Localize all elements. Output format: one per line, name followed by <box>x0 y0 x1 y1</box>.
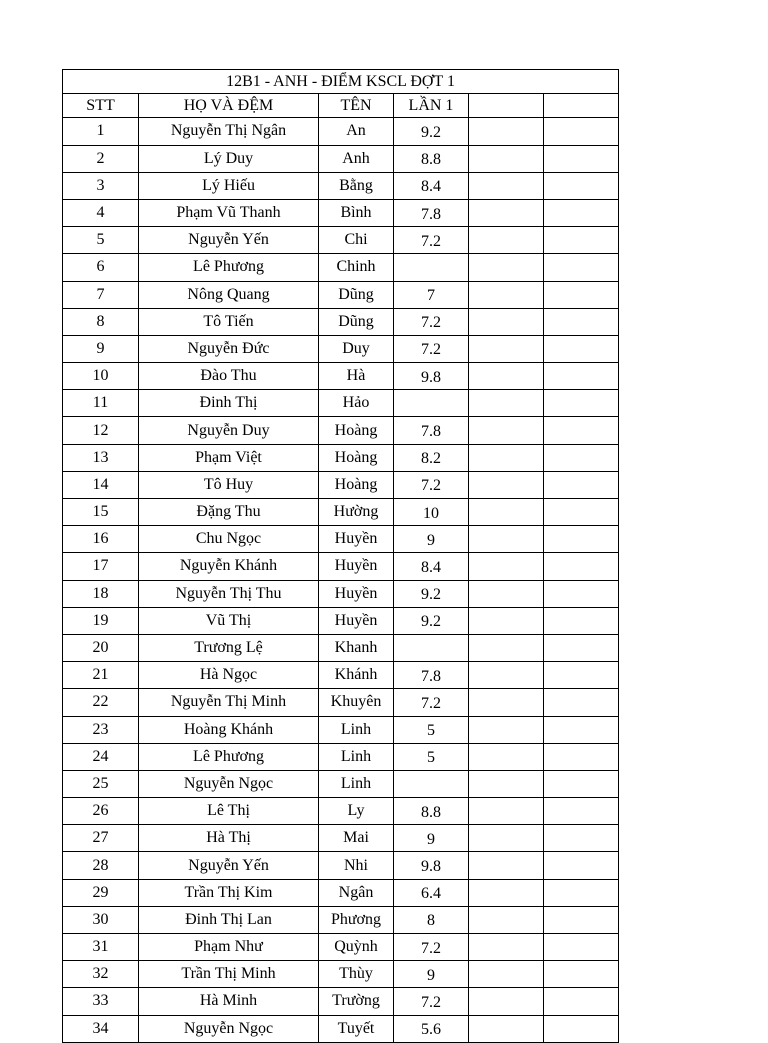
empty-cell <box>544 961 619 988</box>
table-row <box>63 879 619 906</box>
cell-stt: 18 <box>63 580 139 607</box>
cell-stt: 16 <box>63 526 139 553</box>
empty-cell <box>544 471 619 498</box>
cell-ten: An <box>319 118 394 145</box>
cell-ten: Chi <box>319 227 394 254</box>
table-row <box>63 825 619 852</box>
cell-ho-va-dem: Phạm Vũ Thanh <box>139 199 319 226</box>
table-row <box>63 526 619 553</box>
cell-lan1: 8.8 <box>394 798 469 825</box>
cell-lan1: 9.8 <box>394 852 469 879</box>
empty-cell <box>544 363 619 390</box>
empty-cell <box>469 553 544 580</box>
cell-stt: 5 <box>63 227 139 254</box>
empty-cell <box>544 988 619 1015</box>
empty-cell <box>544 743 619 770</box>
cell-lan1 <box>394 634 469 661</box>
empty-cell <box>469 471 544 498</box>
empty-cell <box>469 770 544 797</box>
cell-stt: 31 <box>63 934 139 961</box>
table-row <box>63 444 619 471</box>
table-row <box>63 689 619 716</box>
cell-ho-va-dem: Trương Lệ <box>139 634 319 661</box>
cell-stt: 9 <box>63 335 139 362</box>
cell-stt: 28 <box>63 852 139 879</box>
empty-cell <box>544 689 619 716</box>
cell-stt: 10 <box>63 363 139 390</box>
cell-stt: 29 <box>63 879 139 906</box>
cell-stt: 30 <box>63 906 139 933</box>
empty-cell <box>544 607 619 634</box>
empty-cell <box>544 770 619 797</box>
empty-cell <box>544 254 619 281</box>
cell-stt: 17 <box>63 553 139 580</box>
cell-ho-va-dem: Nguyễn Đức <box>139 335 319 362</box>
empty-cell <box>469 743 544 770</box>
empty-cell <box>469 199 544 226</box>
empty-cell <box>544 444 619 471</box>
empty-cell <box>544 390 619 417</box>
empty-cell <box>469 852 544 879</box>
cell-ten: Huyền <box>319 580 394 607</box>
table-row <box>63 607 619 634</box>
table-row <box>63 798 619 825</box>
empty-cell <box>544 716 619 743</box>
table-row <box>63 961 619 988</box>
empty-cell <box>544 906 619 933</box>
cell-stt: 4 <box>63 199 139 226</box>
empty-cell <box>469 906 544 933</box>
cell-lan1: 9.2 <box>394 607 469 634</box>
cell-ho-va-dem: Đặng Thu <box>139 499 319 526</box>
empty-cell <box>469 689 544 716</box>
empty-cell <box>544 662 619 689</box>
empty-cell <box>469 1015 544 1042</box>
table-row <box>63 906 619 933</box>
cell-stt: 24 <box>63 743 139 770</box>
cell-lan1: 6.4 <box>394 879 469 906</box>
cell-ten: Chinh <box>319 254 394 281</box>
cell-ho-va-dem: Trần Thị Minh <box>139 961 319 988</box>
cell-ten: Khánh <box>319 662 394 689</box>
empty-cell <box>544 852 619 879</box>
table-row <box>63 988 619 1015</box>
cell-lan1: 7.2 <box>394 689 469 716</box>
cell-stt: 1 <box>63 118 139 145</box>
cell-ho-va-dem: Nguyễn Duy <box>139 417 319 444</box>
empty-cell <box>544 227 619 254</box>
cell-ten: Tuyết <box>319 1015 394 1042</box>
cell-lan1: 7.8 <box>394 417 469 444</box>
cell-lan1: 8.8 <box>394 145 469 172</box>
cell-stt: 26 <box>63 798 139 825</box>
cell-ho-va-dem: Nông Quang <box>139 281 319 308</box>
cell-lan1: 7.2 <box>394 934 469 961</box>
cell-ho-va-dem: Tô Tiến <box>139 308 319 335</box>
cell-stt: 20 <box>63 634 139 661</box>
table-row <box>63 580 619 607</box>
cell-lan1: 8.4 <box>394 553 469 580</box>
cell-ten: Huyền <box>319 607 394 634</box>
table-row <box>63 471 619 498</box>
cell-stt: 32 <box>63 961 139 988</box>
cell-ho-va-dem: Phạm Như <box>139 934 319 961</box>
empty-cell <box>469 254 544 281</box>
empty-cell <box>544 335 619 362</box>
cell-lan1: 7.8 <box>394 199 469 226</box>
cell-ten: Huyền <box>319 526 394 553</box>
cell-ten: Duy <box>319 335 394 362</box>
cell-ho-va-dem: Tô Huy <box>139 471 319 498</box>
empty-cell <box>544 798 619 825</box>
cell-ho-va-dem: Phạm Việt <box>139 444 319 471</box>
cell-ho-va-dem: Nguyễn Yến <box>139 227 319 254</box>
empty-cell <box>469 172 544 199</box>
empty-cell <box>544 934 619 961</box>
cell-ten: Linh <box>319 743 394 770</box>
table-row <box>63 1015 619 1042</box>
empty-header-cell <box>544 94 619 118</box>
cell-ten: Hảo <box>319 390 394 417</box>
empty-cell <box>469 607 544 634</box>
cell-lan1: 9 <box>394 526 469 553</box>
header-ten: TÊN <box>319 94 394 118</box>
cell-ten: Khuyên <box>319 689 394 716</box>
cell-lan1: 7.2 <box>394 988 469 1015</box>
cell-ho-va-dem: Lê Phương <box>139 254 319 281</box>
cell-ten: Dũng <box>319 308 394 335</box>
cell-lan1: 7.2 <box>394 227 469 254</box>
cell-lan1: 9.2 <box>394 118 469 145</box>
cell-ho-va-dem: Nguyễn Ngọc <box>139 770 319 797</box>
cell-stt: 25 <box>63 770 139 797</box>
cell-lan1: 9.2 <box>394 580 469 607</box>
cell-stt: 14 <box>63 471 139 498</box>
title-row <box>63 70 619 94</box>
table-row <box>63 335 619 362</box>
cell-ten: Mai <box>319 825 394 852</box>
table-row <box>63 308 619 335</box>
cell-ho-va-dem: Nguyễn Thị Thu <box>139 580 319 607</box>
cell-lan1: 7.2 <box>394 308 469 335</box>
cell-ten: Trường <box>319 988 394 1015</box>
cell-ten: Linh <box>319 770 394 797</box>
table-row <box>63 770 619 797</box>
cell-ho-va-dem: Hà Minh <box>139 988 319 1015</box>
cell-lan1: 5 <box>394 743 469 770</box>
cell-stt: 15 <box>63 499 139 526</box>
cell-ten: Nhi <box>319 852 394 879</box>
empty-cell <box>544 1015 619 1042</box>
cell-lan1: 9 <box>394 961 469 988</box>
cell-ho-va-dem: Trần Thị Kim <box>139 879 319 906</box>
cell-ho-va-dem: Hoàng Khánh <box>139 716 319 743</box>
cell-lan1: 7.2 <box>394 335 469 362</box>
cell-stt: 13 <box>63 444 139 471</box>
empty-cell <box>544 634 619 661</box>
cell-stt: 6 <box>63 254 139 281</box>
cell-lan1 <box>394 770 469 797</box>
empty-cell <box>469 934 544 961</box>
table-row <box>63 852 619 879</box>
cell-ho-va-dem: Lê Phương <box>139 743 319 770</box>
cell-lan1: 7.8 <box>394 662 469 689</box>
table-row <box>63 634 619 661</box>
table-row <box>63 227 619 254</box>
cell-stt: 8 <box>63 308 139 335</box>
empty-cell <box>469 227 544 254</box>
cell-ho-va-dem: Nguyễn Yến <box>139 852 319 879</box>
empty-cell <box>469 363 544 390</box>
cell-stt: 3 <box>63 172 139 199</box>
table-row <box>63 281 619 308</box>
cell-stt: 12 <box>63 417 139 444</box>
table-row <box>63 417 619 444</box>
table-row <box>63 743 619 770</box>
cell-stt: 34 <box>63 1015 139 1042</box>
cell-lan1: 5.6 <box>394 1015 469 1042</box>
empty-cell <box>469 308 544 335</box>
empty-cell <box>469 879 544 906</box>
empty-cell <box>469 798 544 825</box>
empty-cell <box>469 662 544 689</box>
cell-ho-va-dem: Đinh Thị <box>139 390 319 417</box>
cell-ho-va-dem: Lý Duy <box>139 145 319 172</box>
cell-ho-va-dem: Lý Hiếu <box>139 172 319 199</box>
empty-cell <box>469 417 544 444</box>
cell-ten: Anh <box>319 145 394 172</box>
cell-ten: Bình <box>319 199 394 226</box>
cell-stt: 19 <box>63 607 139 634</box>
cell-ten: Hoàng <box>319 471 394 498</box>
header-stt: STT <box>63 94 139 118</box>
empty-cell <box>469 281 544 308</box>
table-row <box>63 118 619 145</box>
empty-cell <box>469 390 544 417</box>
empty-cell <box>469 444 544 471</box>
cell-stt: 11 <box>63 390 139 417</box>
cell-ho-va-dem: Lê Thị <box>139 798 319 825</box>
score-sheet-body <box>63 70 619 1043</box>
empty-cell <box>469 580 544 607</box>
empty-cell <box>469 988 544 1015</box>
empty-cell <box>544 308 619 335</box>
cell-ho-va-dem: Nguyễn Ngọc <box>139 1015 319 1042</box>
empty-cell <box>469 526 544 553</box>
cell-lan1: 8.4 <box>394 172 469 199</box>
table-row <box>63 716 619 743</box>
score-sheet-table <box>62 69 619 1043</box>
cell-ten: Phương <box>319 906 394 933</box>
table-row <box>63 553 619 580</box>
cell-ten: Bằng <box>319 172 394 199</box>
cell-ho-va-dem: Hà Thị <box>139 825 319 852</box>
table-row <box>63 499 619 526</box>
empty-cell <box>469 145 544 172</box>
empty-cell <box>544 553 619 580</box>
cell-ho-va-dem: Nguyễn Khánh <box>139 553 319 580</box>
cell-ten: Linh <box>319 716 394 743</box>
empty-cell <box>469 825 544 852</box>
cell-ho-va-dem: Hà Ngọc <box>139 662 319 689</box>
cell-ten: Dũng <box>319 281 394 308</box>
cell-ten: Ly <box>319 798 394 825</box>
cell-stt: 27 <box>63 825 139 852</box>
table-row <box>63 172 619 199</box>
cell-stt: 22 <box>63 689 139 716</box>
cell-ho-va-dem: Vũ Thị <box>139 607 319 634</box>
table-row <box>63 254 619 281</box>
cell-ten: Huyền <box>319 553 394 580</box>
cell-lan1: 10 <box>394 499 469 526</box>
cell-lan1: 7.2 <box>394 471 469 498</box>
table-row <box>63 145 619 172</box>
empty-cell <box>544 172 619 199</box>
empty-cell <box>469 499 544 526</box>
cell-lan1: 8.2 <box>394 444 469 471</box>
cell-lan1: 9.8 <box>394 363 469 390</box>
cell-stt: 7 <box>63 281 139 308</box>
table-row <box>63 662 619 689</box>
empty-cell <box>469 961 544 988</box>
cell-ten: Ngân <box>319 879 394 906</box>
header-ho-va-dem: HỌ VÀ ĐỆM <box>139 94 319 118</box>
cell-ten: Khanh <box>319 634 394 661</box>
empty-header-cell <box>469 94 544 118</box>
table-row <box>63 934 619 961</box>
empty-cell <box>544 199 619 226</box>
empty-cell <box>469 634 544 661</box>
table-row <box>63 390 619 417</box>
empty-cell <box>544 417 619 444</box>
cell-ho-va-dem: Đào Thu <box>139 363 319 390</box>
empty-cell <box>469 118 544 145</box>
header-row <box>63 94 619 118</box>
cell-ten: Quỳnh <box>319 934 394 961</box>
empty-cell <box>544 145 619 172</box>
cell-ho-va-dem: Chu Ngọc <box>139 526 319 553</box>
empty-cell <box>544 526 619 553</box>
empty-cell <box>544 879 619 906</box>
cell-ten: Hà <box>319 363 394 390</box>
cell-stt: 23 <box>63 716 139 743</box>
cell-ten: Hoàng <box>319 417 394 444</box>
cell-ho-va-dem: Nguyễn Thị Minh <box>139 689 319 716</box>
empty-cell <box>469 335 544 362</box>
cell-ten: Hoàng <box>319 444 394 471</box>
cell-ten: Hường <box>319 499 394 526</box>
cell-stt: 2 <box>63 145 139 172</box>
table-row <box>63 363 619 390</box>
cell-lan1: 9 <box>394 825 469 852</box>
cell-lan1 <box>394 254 469 281</box>
cell-lan1: 7 <box>394 281 469 308</box>
sheet-title: 12B1 - ANH - ĐIỂM KSCL ĐỢT 1 <box>63 70 619 94</box>
table-row <box>63 199 619 226</box>
cell-lan1 <box>394 390 469 417</box>
cell-stt: 21 <box>63 662 139 689</box>
empty-cell <box>544 499 619 526</box>
header-lan1: LẦN 1 <box>394 94 469 118</box>
cell-ho-va-dem: Đinh Thị Lan <box>139 906 319 933</box>
cell-lan1: 5 <box>394 716 469 743</box>
empty-cell <box>469 716 544 743</box>
cell-lan1: 8 <box>394 906 469 933</box>
empty-cell <box>544 118 619 145</box>
cell-ho-va-dem: Nguyễn Thị Ngân <box>139 118 319 145</box>
cell-stt: 33 <box>63 988 139 1015</box>
empty-cell <box>544 281 619 308</box>
empty-cell <box>544 580 619 607</box>
empty-cell <box>544 825 619 852</box>
cell-ten: Thùy <box>319 961 394 988</box>
